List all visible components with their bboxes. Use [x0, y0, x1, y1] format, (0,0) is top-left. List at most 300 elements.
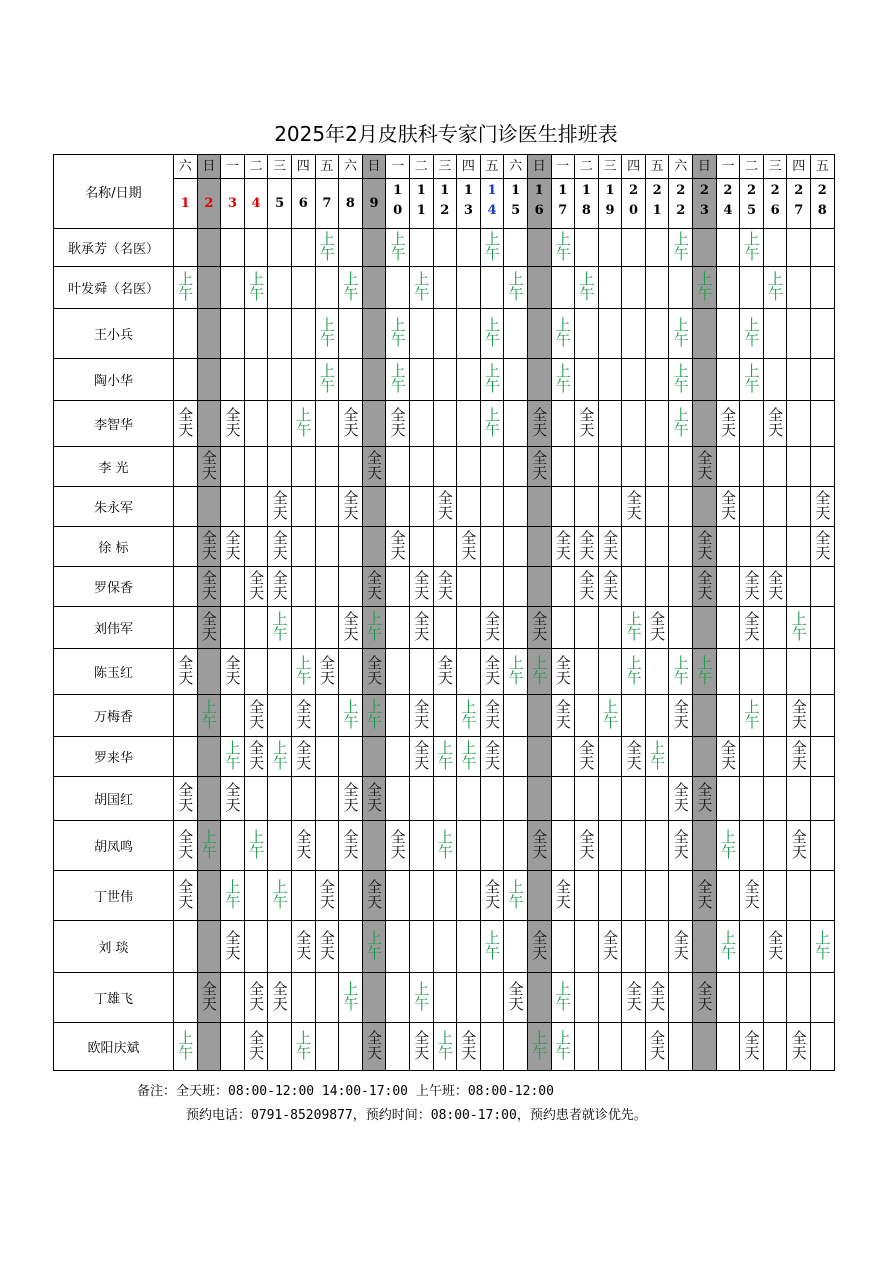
shift-cell — [174, 737, 198, 777]
full-day-shift: 全天 — [555, 878, 571, 911]
weekday-header: 四 — [787, 155, 811, 179]
doctor-row — [54, 229, 835, 267]
shift-cell — [622, 267, 646, 309]
shift-cell — [811, 309, 835, 359]
shift-cell — [386, 447, 410, 487]
shift-cell — [386, 267, 410, 309]
shift-cell — [386, 871, 410, 921]
doctor-name: 刘伟军 — [54, 607, 174, 649]
shift-cell — [787, 267, 811, 309]
date-header: 1 5 — [504, 179, 528, 229]
morning-shift: 上午 — [673, 316, 689, 349]
date-header: 1 4 — [480, 179, 504, 229]
shift-cell — [362, 527, 386, 567]
shift-cell — [598, 777, 622, 821]
shift-cell — [480, 777, 504, 821]
shift-cell — [221, 309, 245, 359]
shift-cell — [315, 973, 339, 1023]
shift-cell — [763, 309, 787, 359]
doctor-name: 丁世伟 — [54, 871, 174, 921]
full-day-shift: 全天 — [225, 654, 241, 687]
shift-cell — [174, 607, 198, 649]
shift-cell — [457, 871, 481, 921]
shift-cell — [693, 921, 717, 973]
morning-shift: 上午 — [201, 828, 217, 861]
morning-shift: 上午 — [485, 406, 501, 439]
doctor-name: 陈玉红 — [54, 649, 174, 695]
date-header: 1 1 — [409, 179, 433, 229]
shift-cell — [433, 267, 457, 309]
shift-cell — [645, 567, 669, 607]
weekday-header: 一 — [551, 155, 575, 179]
shift-cell — [763, 487, 787, 527]
shift-cell — [268, 527, 292, 567]
shift-cell — [811, 229, 835, 267]
shift-cell — [174, 401, 198, 447]
shift-cell — [315, 737, 339, 777]
shift-cell — [386, 527, 410, 567]
shift-cell — [291, 267, 315, 309]
shift-cell — [457, 607, 481, 649]
morning-shift: 上午 — [508, 654, 524, 687]
shift-cell — [174, 871, 198, 921]
shift-cell — [339, 309, 363, 359]
date-header: 1 3 — [457, 179, 481, 229]
shift-cell — [244, 871, 268, 921]
shift-cell — [480, 921, 504, 973]
shift-cell — [811, 695, 835, 737]
shift-cell — [315, 649, 339, 695]
shift-cell — [268, 447, 292, 487]
date-header: 4 — [244, 179, 268, 229]
shift-cell — [669, 737, 693, 777]
shift-cell — [244, 359, 268, 401]
shift-cell — [551, 359, 575, 401]
full-day-shift: 全天 — [697, 878, 713, 911]
morning-shift: 上午 — [272, 878, 288, 911]
date-header: 1 7 — [551, 179, 575, 229]
full-day-shift: 全天 — [390, 406, 406, 439]
date-header: 2 — [197, 179, 221, 229]
shift-cell — [315, 1023, 339, 1071]
shift-cell — [291, 527, 315, 567]
shift-cell — [221, 401, 245, 447]
shift-cell — [645, 527, 669, 567]
date-header: 2 4 — [716, 179, 740, 229]
morning-shift: 上午 — [367, 929, 383, 962]
shift-cell — [693, 737, 717, 777]
morning-shift: 上午 — [555, 316, 571, 349]
shift-cell — [504, 1023, 528, 1071]
full-day-shift: 全天 — [673, 828, 689, 861]
weekday-header: 日 — [362, 155, 386, 179]
full-day-shift: 全天 — [343, 781, 359, 814]
morning-shift: 上午 — [437, 739, 453, 772]
shift-cell — [740, 309, 764, 359]
shift-cell — [433, 359, 457, 401]
shift-cell — [315, 359, 339, 401]
shift-cell — [669, 695, 693, 737]
shift-cell — [291, 309, 315, 359]
shift-cell — [527, 359, 551, 401]
full-day-shift: 全天 — [697, 569, 713, 602]
shift-cell — [551, 309, 575, 359]
shift-cell — [291, 695, 315, 737]
shift-cell — [504, 401, 528, 447]
full-day-shift: 全天 — [768, 569, 784, 602]
shift-cell — [693, 567, 717, 607]
shift-cell — [221, 649, 245, 695]
shift-cell — [315, 777, 339, 821]
date-header: 3 — [221, 179, 245, 229]
shift-cell — [787, 359, 811, 401]
shift-cell — [527, 649, 551, 695]
full-day-shift: 全天 — [414, 569, 430, 602]
shift-cell — [339, 737, 363, 777]
shift-cell — [409, 567, 433, 607]
shift-cell — [174, 921, 198, 973]
full-day-shift: 全天 — [697, 449, 713, 482]
shift-cell — [811, 921, 835, 973]
shift-cell — [693, 695, 717, 737]
morning-shift: 上午 — [225, 878, 241, 911]
shift-cell — [244, 487, 268, 527]
doctor-name: 朱永军 — [54, 487, 174, 527]
shift-cell — [669, 229, 693, 267]
shift-cell — [551, 527, 575, 567]
shift-cell — [551, 267, 575, 309]
shift-cell — [315, 607, 339, 649]
shift-cell — [504, 267, 528, 309]
date-header: 6 — [291, 179, 315, 229]
morning-shift: 上午 — [272, 610, 288, 643]
shift-cell — [740, 229, 764, 267]
morning-shift: 上午 — [555, 980, 571, 1013]
shift-cell — [669, 821, 693, 871]
full-day-shift: 全天 — [720, 406, 736, 439]
morning-shift: 上午 — [602, 698, 618, 731]
shift-cell — [433, 737, 457, 777]
doctor-row — [54, 607, 835, 649]
shift-cell — [787, 973, 811, 1023]
shift-cell — [268, 777, 292, 821]
shift-cell — [787, 921, 811, 973]
full-day-shift: 全天 — [602, 929, 618, 962]
full-day-shift: 全天 — [296, 929, 312, 962]
shift-cell — [598, 359, 622, 401]
shift-cell — [527, 921, 551, 973]
shift-cell — [315, 447, 339, 487]
shift-cell — [551, 401, 575, 447]
shift-cell — [339, 1023, 363, 1071]
shift-cell — [386, 737, 410, 777]
shift-cell — [622, 695, 646, 737]
shift-cell — [575, 487, 599, 527]
shift-cell — [575, 695, 599, 737]
shift-cell — [787, 309, 811, 359]
shift-cell — [740, 695, 764, 737]
weekday-header: 三 — [433, 155, 457, 179]
shift-cell — [291, 821, 315, 871]
shift-cell — [362, 487, 386, 527]
full-day-shift: 全天 — [319, 929, 335, 962]
shift-cell — [315, 871, 339, 921]
shift-cell — [669, 267, 693, 309]
weekday-header: 二 — [409, 155, 433, 179]
full-day-shift: 全天 — [673, 929, 689, 962]
shift-cell — [716, 229, 740, 267]
shift-cell — [291, 777, 315, 821]
full-day-shift: 全天 — [461, 529, 477, 562]
shift-cell — [787, 447, 811, 487]
full-day-shift: 全天 — [508, 980, 524, 1013]
shift-cell — [457, 737, 481, 777]
full-day-shift: 全天 — [555, 698, 571, 731]
shift-cell — [645, 737, 669, 777]
doctor-row — [54, 567, 835, 607]
shift-cell — [693, 1023, 717, 1071]
shift-cell — [197, 567, 221, 607]
shift-cell — [504, 921, 528, 973]
full-day-shift: 全天 — [201, 569, 217, 602]
full-day-shift: 全天 — [673, 781, 689, 814]
morning-shift: 上午 — [508, 270, 524, 303]
shift-cell — [575, 401, 599, 447]
weekday-header: 三 — [763, 155, 787, 179]
date-header: 7 — [315, 179, 339, 229]
doctor-row — [54, 821, 835, 871]
morning-shift: 上午 — [296, 1029, 312, 1062]
shift-cell — [362, 973, 386, 1023]
full-day-shift: 全天 — [485, 878, 501, 911]
shift-cell — [575, 359, 599, 401]
shift-cell — [598, 229, 622, 267]
morning-shift: 上午 — [744, 698, 760, 731]
shift-cell — [480, 649, 504, 695]
shift-cell — [339, 487, 363, 527]
shift-cell — [339, 607, 363, 649]
full-day-shift: 全天 — [744, 610, 760, 643]
shift-cell — [763, 527, 787, 567]
shift-cell — [480, 871, 504, 921]
shift-cell — [551, 487, 575, 527]
shift-cell — [315, 695, 339, 737]
shift-cell — [174, 359, 198, 401]
shift-cell — [763, 447, 787, 487]
full-day-shift: 全天 — [414, 698, 430, 731]
shift-cell — [244, 567, 268, 607]
shift-cell — [575, 777, 599, 821]
shift-cell — [740, 921, 764, 973]
shift-cell — [763, 777, 787, 821]
shift-cell — [740, 871, 764, 921]
shift-cell — [693, 973, 717, 1023]
shift-cell — [504, 973, 528, 1023]
shift-cell — [740, 607, 764, 649]
full-day-shift: 全天 — [720, 739, 736, 772]
shift-cell — [362, 777, 386, 821]
shift-cell — [480, 267, 504, 309]
shift-cell — [811, 527, 835, 567]
morning-shift: 上午 — [532, 1029, 548, 1062]
shift-cell — [174, 229, 198, 267]
shift-cell — [457, 447, 481, 487]
shift-cell — [693, 777, 717, 821]
shift-cell — [315, 309, 339, 359]
shift-cell — [669, 309, 693, 359]
shift-cell — [197, 649, 221, 695]
shift-cell — [740, 527, 764, 567]
shift-cell — [362, 267, 386, 309]
date-header: 1 8 — [575, 179, 599, 229]
shift-cell — [197, 401, 221, 447]
shift-cell — [268, 401, 292, 447]
shift-cell — [197, 487, 221, 527]
doctor-row — [54, 695, 835, 737]
shift-cell — [693, 229, 717, 267]
morning-shift: 上午 — [201, 698, 217, 731]
shift-cell — [763, 695, 787, 737]
shift-cell — [480, 1023, 504, 1071]
shift-cell — [197, 695, 221, 737]
shift-cell — [645, 695, 669, 737]
full-day-shift: 全天 — [673, 698, 689, 731]
shift-cell — [527, 777, 551, 821]
doctor-row — [54, 487, 835, 527]
full-day-shift: 全天 — [249, 569, 265, 602]
full-day-shift: 全天 — [272, 489, 288, 522]
shift-cell — [386, 973, 410, 1023]
shift-cell — [197, 607, 221, 649]
shift-cell — [291, 447, 315, 487]
full-day-shift: 全天 — [485, 739, 501, 772]
full-day-shift: 全天 — [437, 489, 453, 522]
shift-cell — [598, 447, 622, 487]
shift-cell — [174, 777, 198, 821]
morning-shift: 上午 — [673, 230, 689, 263]
shift-cell — [244, 821, 268, 871]
shift-cell — [457, 527, 481, 567]
shift-cell — [174, 267, 198, 309]
morning-shift: 上午 — [555, 1029, 571, 1062]
morning-shift: 上午 — [343, 698, 359, 731]
full-day-shift: 全天 — [579, 569, 595, 602]
shift-cell — [763, 1023, 787, 1071]
doctor-row — [54, 871, 835, 921]
shift-cell — [645, 401, 669, 447]
shift-cell — [575, 267, 599, 309]
shift-cell — [787, 401, 811, 447]
doctor-row — [54, 267, 835, 309]
shift-cell — [433, 447, 457, 487]
shift-cell — [433, 229, 457, 267]
full-day-shift: 全天 — [249, 698, 265, 731]
shift-cell — [174, 695, 198, 737]
shift-cell — [339, 567, 363, 607]
shift-cell — [645, 309, 669, 359]
shift-cell — [268, 607, 292, 649]
shift-cell — [811, 607, 835, 649]
shift-cell — [622, 487, 646, 527]
full-day-shift: 全天 — [343, 406, 359, 439]
doctor-name: 欧阳庆斌 — [54, 1023, 174, 1071]
shift-cell — [598, 567, 622, 607]
doctor-name: 罗来华 — [54, 737, 174, 777]
shift-cell — [174, 973, 198, 1023]
shift-cell — [339, 695, 363, 737]
shift-cell — [669, 973, 693, 1023]
full-day-shift: 全天 — [532, 610, 548, 643]
shift-cell — [339, 921, 363, 973]
full-day-shift: 全天 — [602, 569, 618, 602]
shift-cell — [174, 447, 198, 487]
shift-cell — [291, 1023, 315, 1071]
shift-cell — [527, 229, 551, 267]
shift-cell — [433, 401, 457, 447]
shift-cell — [787, 527, 811, 567]
full-day-shift: 全天 — [249, 1029, 265, 1062]
shift-cell — [268, 267, 292, 309]
morning-shift: 上午 — [319, 230, 335, 263]
shift-cell — [268, 737, 292, 777]
full-day-shift: 全天 — [178, 878, 194, 911]
shift-cell — [480, 567, 504, 607]
shift-cell — [291, 737, 315, 777]
full-day-shift: 全天 — [768, 406, 784, 439]
shift-cell — [551, 737, 575, 777]
weekday-header: 四 — [622, 155, 646, 179]
shift-cell — [551, 447, 575, 487]
morning-shift: 上午 — [461, 739, 477, 772]
shift-cell — [598, 737, 622, 777]
shift-cell — [315, 401, 339, 447]
shift-cell — [315, 527, 339, 567]
doctor-row — [54, 921, 835, 973]
full-day-shift: 全天 — [626, 739, 642, 772]
full-day-shift: 全天 — [791, 739, 807, 772]
shift-cell — [197, 921, 221, 973]
shift-cell — [244, 1023, 268, 1071]
shift-cell — [409, 607, 433, 649]
shift-cell — [386, 921, 410, 973]
shift-cell — [362, 567, 386, 607]
shift-cell — [457, 649, 481, 695]
weekday-header: 四 — [291, 155, 315, 179]
shift-cell — [457, 359, 481, 401]
full-day-shift: 全天 — [555, 529, 571, 562]
date-header: 1 — [174, 179, 198, 229]
doctor-name: 李 光 — [54, 447, 174, 487]
weekday-header: 三 — [268, 155, 292, 179]
shift-cell — [339, 267, 363, 309]
shift-cell — [386, 1023, 410, 1071]
shift-cell — [339, 777, 363, 821]
shift-cell — [669, 1023, 693, 1071]
shift-cell — [480, 821, 504, 871]
doctor-row — [54, 1023, 835, 1071]
shift-cell — [221, 607, 245, 649]
doctor-row — [54, 737, 835, 777]
full-day-shift: 全天 — [579, 406, 595, 439]
shift-cell — [740, 737, 764, 777]
shift-cell — [740, 777, 764, 821]
morning-shift: 上午 — [367, 698, 383, 731]
shift-cell — [716, 447, 740, 487]
full-day-shift: 全天 — [650, 610, 666, 643]
shift-cell — [480, 527, 504, 567]
shift-cell — [740, 401, 764, 447]
full-day-shift: 全天 — [296, 698, 312, 731]
